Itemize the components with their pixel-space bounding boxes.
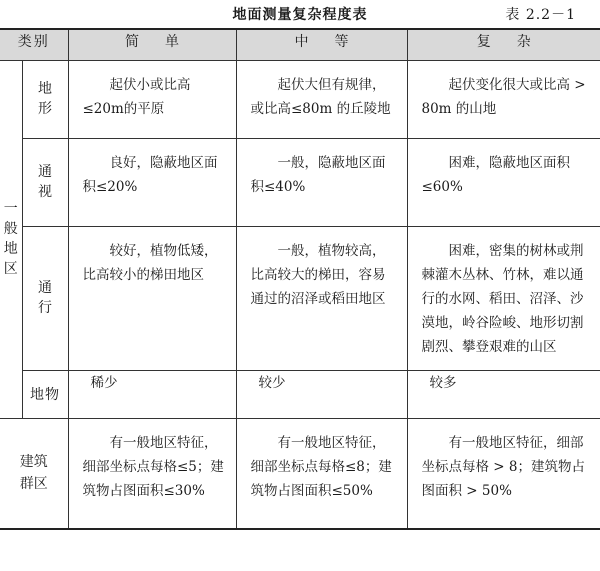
cell-terrain-medium: 起伏大但有规律，或比高≤80m 的丘陵地 [236, 61, 407, 139]
table-title: 地面测量复杂程度表 [232, 7, 368, 23]
header-medium: 中等 [236, 29, 407, 61]
table-header-row [0, 29, 600, 61]
cell-terrain-complex: 起伏变化很大或比高 > 80m 的山地 [407, 61, 600, 139]
cell-building-complex: 有一般地区特征，细部坐标点每格 > 8；建筑物占图面积 > 50% [407, 419, 600, 529]
row-label-cell [22, 61, 68, 139]
table-number: 表 2.2－1 [505, 7, 576, 23]
building-area-label-line2: 群区 [19, 476, 48, 493]
general-area-label-cell [0, 61, 22, 419]
cell-features-medium: 较少 [236, 371, 407, 419]
cell-terrain-simple: 起伏小或比高≤20m的平原 [68, 61, 236, 139]
cell-visibility-medium: 一般，隐蔽地区面积≤40% [236, 139, 407, 227]
building-area-label-cell [0, 419, 68, 529]
cell-features-simple: 稀少 [68, 371, 236, 419]
row-label-features: 地物 [22, 371, 68, 419]
cell-building-medium: 有一般地区特征，细部坐标点每格≤8；建筑物占图面积≤50% [236, 419, 407, 529]
table-row-features [0, 371, 600, 419]
header-complex: 复杂 [407, 29, 600, 61]
table-row-terrain [0, 61, 600, 139]
cell-visibility-complex: 困难，隐蔽地区面积≤60% [407, 139, 600, 227]
row-label-cell [22, 139, 68, 227]
building-area-label-line1: 建筑 [19, 454, 48, 471]
header-simple: 简单 [68, 29, 236, 61]
header-category: 类别 [0, 29, 68, 61]
cell-passability-medium: 一般，植物较高，比高较大的梯田，容易通过的沼泽或稻田地区 [236, 227, 407, 371]
cell-passability-simple: 较好，植物低矮，比高较小的梯田地区 [68, 227, 236, 371]
row-label-cell [22, 227, 68, 371]
cell-building-simple: 有一般地区特征，细部坐标点每格≤5；建筑物占图面积≤30% [68, 419, 236, 529]
complexity-table [0, 28, 600, 530]
row-label-passability: 通行 [38, 279, 52, 316]
table-row-visibility [0, 139, 600, 227]
row-label-visibility: 通视 [38, 163, 52, 200]
general-area-label: 一般地区 [3, 200, 18, 277]
cell-visibility-simple: 良好，隐蔽地区面积≤20% [68, 139, 236, 227]
table-row-passability [0, 227, 600, 371]
cell-passability-complex: 困难，密集的树林或荆棘灌木丛林、竹林，难以通行的水网、稻田、沼泽、沙漠地，岭谷险峻、地形切割剧烈、攀登艰难的山区 [407, 227, 600, 371]
table-row-building-area [0, 419, 600, 529]
row-label-terrain: 地形 [38, 80, 52, 117]
cell-features-complex: 较多 [407, 371, 600, 419]
